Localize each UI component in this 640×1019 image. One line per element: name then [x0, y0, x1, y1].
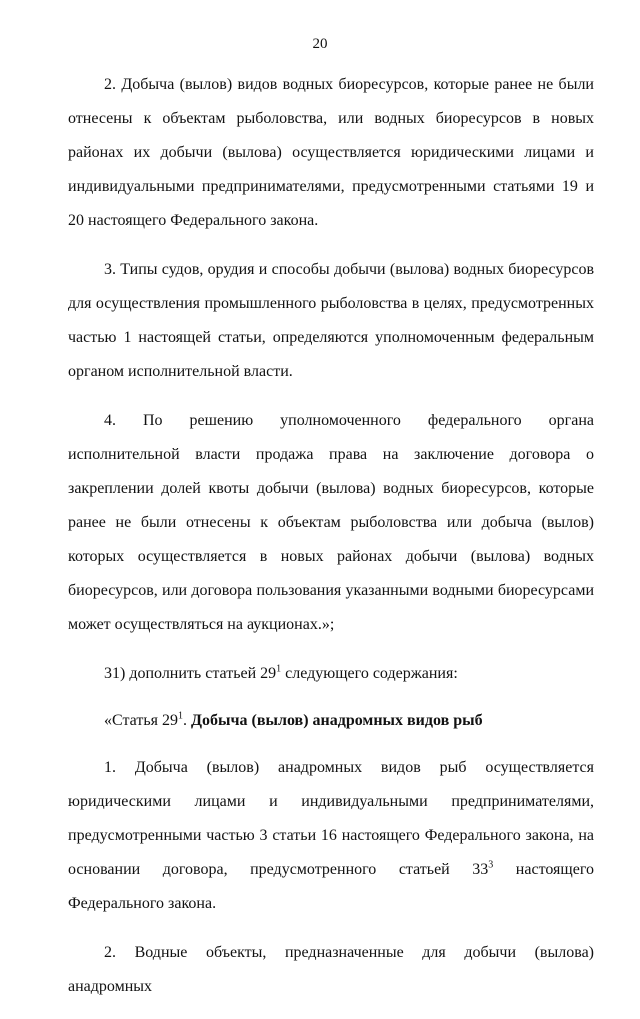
paragraph-article-29-part-3: 3. Типы судов, орудия и способы добычи (вылова) водных биоресурсов для осуществления промышленного рыболовства в целях, предусмотренных частью 1 настоящей статьи, определяются уполномоченным федеральным органом исполнительной власти.: [68, 261, 594, 380]
document-body: [68, 68, 594, 1019]
article-heading-number: «Статья 29: [104, 712, 178, 729]
paragraph-article-29-part-4: 4. По решению уполномоченного федерального органа исполнительной власти продажа права на заключение договора о закреплении долей квоты добычи (вылова) водных биоресурсов, которые ранее не были отнесены к объектам рыболовства или добыча (вылов) которых осуществляется в новых районах добычи (вылова) водных биоресурсов, или договора пользования указанными водными биоресурсами может осуществляться на аукционах.»;: [68, 412, 594, 633]
paragraph-article-29-part-2: 2. Добыча (вылов) видов водных биоресурсов, которые ранее не были отнесены к объектам рыболовства, или водных биоресурсов в новых районах их добычи (вылова) осуществляется юридическими лицами и индивидуальными предпринимателями, предусмотренными статьями 19 и 20 настоящего Федерального закона.: [68, 76, 594, 229]
article-superscript: 1: [276, 663, 282, 675]
paragraph-amendment-31: [68, 657, 594, 691]
article-heading-separator: .: [182, 712, 191, 729]
part-1-text-end: настоящего Федерального закона.: [68, 861, 594, 912]
amendment-text-start: 31) дополнить статьей 29: [104, 665, 277, 682]
paragraph-article-29-1-part-1: [68, 751, 594, 921]
article-heading-superscript: 1: [177, 710, 183, 722]
article-heading: [68, 704, 594, 738]
article-heading-title: Добыча (вылов) анадромных видов рыб: [190, 712, 483, 729]
page-number: 20: [312, 36, 328, 52]
amendment-text-end: следующего содержания:: [281, 665, 458, 682]
part-1-superscript: 3: [488, 859, 494, 871]
part-1-text-start: 1. Добыча (вылов) анадромных видов рыб осуществляется юридическими лицами и индивидуальными предпринимателями, предусмотренными частью 3 статьи 16 настоящего Федерального закона, на основании договора, предусмотренного статьей 33: [68, 759, 594, 878]
paragraph-article-29-1-part-2: 2. Водные объекты, предназначенные для добычи (вылова) анадромных: [68, 944, 594, 995]
